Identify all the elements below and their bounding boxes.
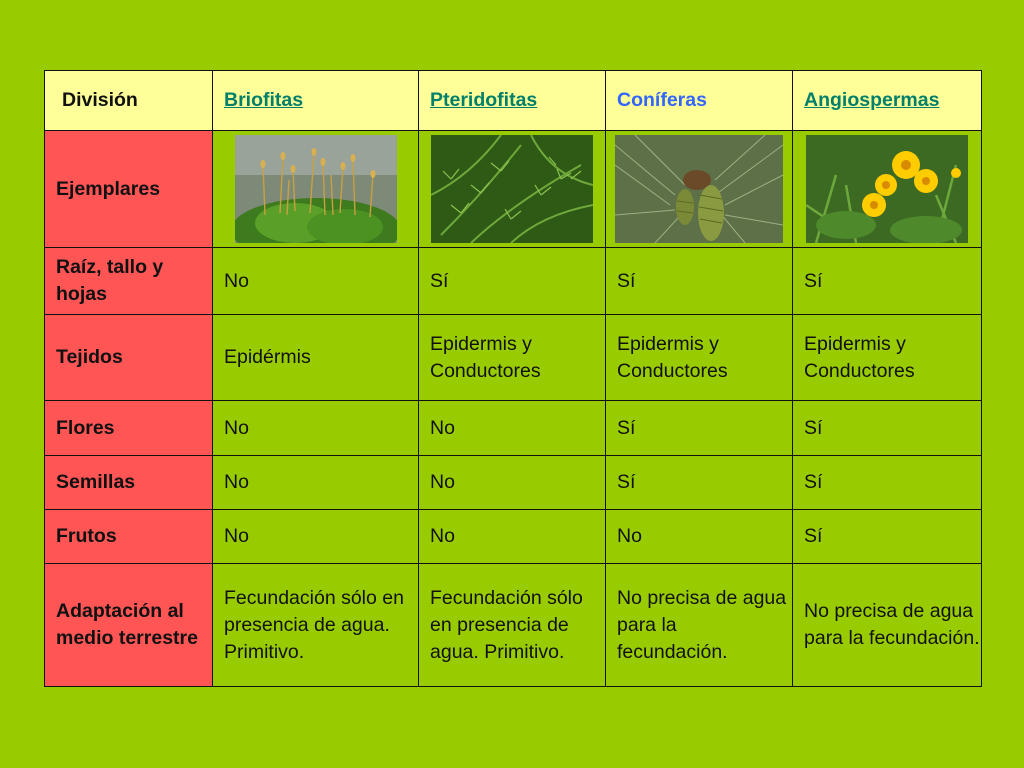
table-row — [45, 248, 982, 315]
header-angiospermas — [793, 71, 982, 131]
image-cell-pteridofitas — [419, 131, 606, 248]
table-cell: No precisa de agua para la fecundación. — [606, 564, 793, 687]
table-cell: Sí — [606, 456, 793, 510]
row-header-frutos: Frutos — [45, 510, 213, 564]
angiospermas-link[interactable]: Angiospermas — [804, 89, 940, 111]
table-cell: No — [606, 510, 793, 564]
row-header-flores: Flores — [45, 401, 213, 456]
table-cell: No — [213, 401, 419, 456]
table-cell: Sí — [606, 248, 793, 315]
table-cell: No — [419, 456, 606, 510]
row-header-semillas: Semillas — [45, 456, 213, 510]
table-cell: No — [213, 456, 419, 510]
table-cell: Sí — [793, 248, 982, 315]
table-cell: Epidermis y Conductores — [793, 315, 982, 401]
moss-photo — [235, 135, 397, 243]
header-coniferas — [606, 71, 793, 131]
image-cell-briofitas — [213, 131, 419, 248]
table-cell: Epidermis y Conductores — [419, 315, 606, 401]
row-header-adaptacion: Adaptación al medio terrestre — [45, 564, 213, 687]
row-header-tejidos: Tejidos — [45, 315, 213, 401]
header-briofitas — [213, 71, 419, 131]
table-cell: No — [213, 248, 419, 315]
table-cell: Sí — [606, 401, 793, 456]
table-cell: No — [213, 510, 419, 564]
header-pteridofitas — [419, 71, 606, 131]
table-row — [45, 456, 982, 510]
table-cell: No — [419, 401, 606, 456]
table-cell: Fecundación sólo en presencia de agua. Primitivo. — [419, 564, 606, 687]
table-cell: Sí — [793, 401, 982, 456]
briofitas-link[interactable]: Briofitas — [224, 89, 304, 111]
table-cell: No — [419, 510, 606, 564]
header-division-label: División — [45, 71, 213, 131]
table-cell: No precisa de agua para la fecundación. — [793, 564, 982, 687]
table-row — [45, 315, 982, 401]
image-cell-angiospermas — [793, 131, 982, 248]
table-row — [45, 564, 982, 687]
image-cell-coniferas — [606, 131, 793, 248]
table-row — [45, 510, 982, 564]
table-cell: Sí — [793, 510, 982, 564]
pine-cone-photo — [615, 135, 783, 243]
image-row — [45, 131, 982, 248]
table-cell: Epidérmis — [213, 315, 419, 401]
plant-divisions-table — [44, 70, 982, 687]
table-cell: Sí — [419, 248, 606, 315]
yellow-flowers-photo — [806, 135, 968, 243]
table-cell: Sí — [793, 456, 982, 510]
table-cell: Epidermis y Conductores — [606, 315, 793, 401]
table-cell: Fecundación sólo en presencia de agua. Primitivo. — [213, 564, 419, 687]
row-header-raiz: Raíz, tallo y hojas — [45, 248, 213, 315]
pteridofitas-link[interactable]: Pteridofitas — [430, 89, 538, 111]
coniferas-label: Coníferas — [617, 89, 707, 111]
table-row — [45, 401, 982, 456]
header-row — [45, 71, 982, 131]
fern-photo — [431, 135, 593, 243]
row-header-ejemplares: Ejemplares — [45, 131, 213, 248]
